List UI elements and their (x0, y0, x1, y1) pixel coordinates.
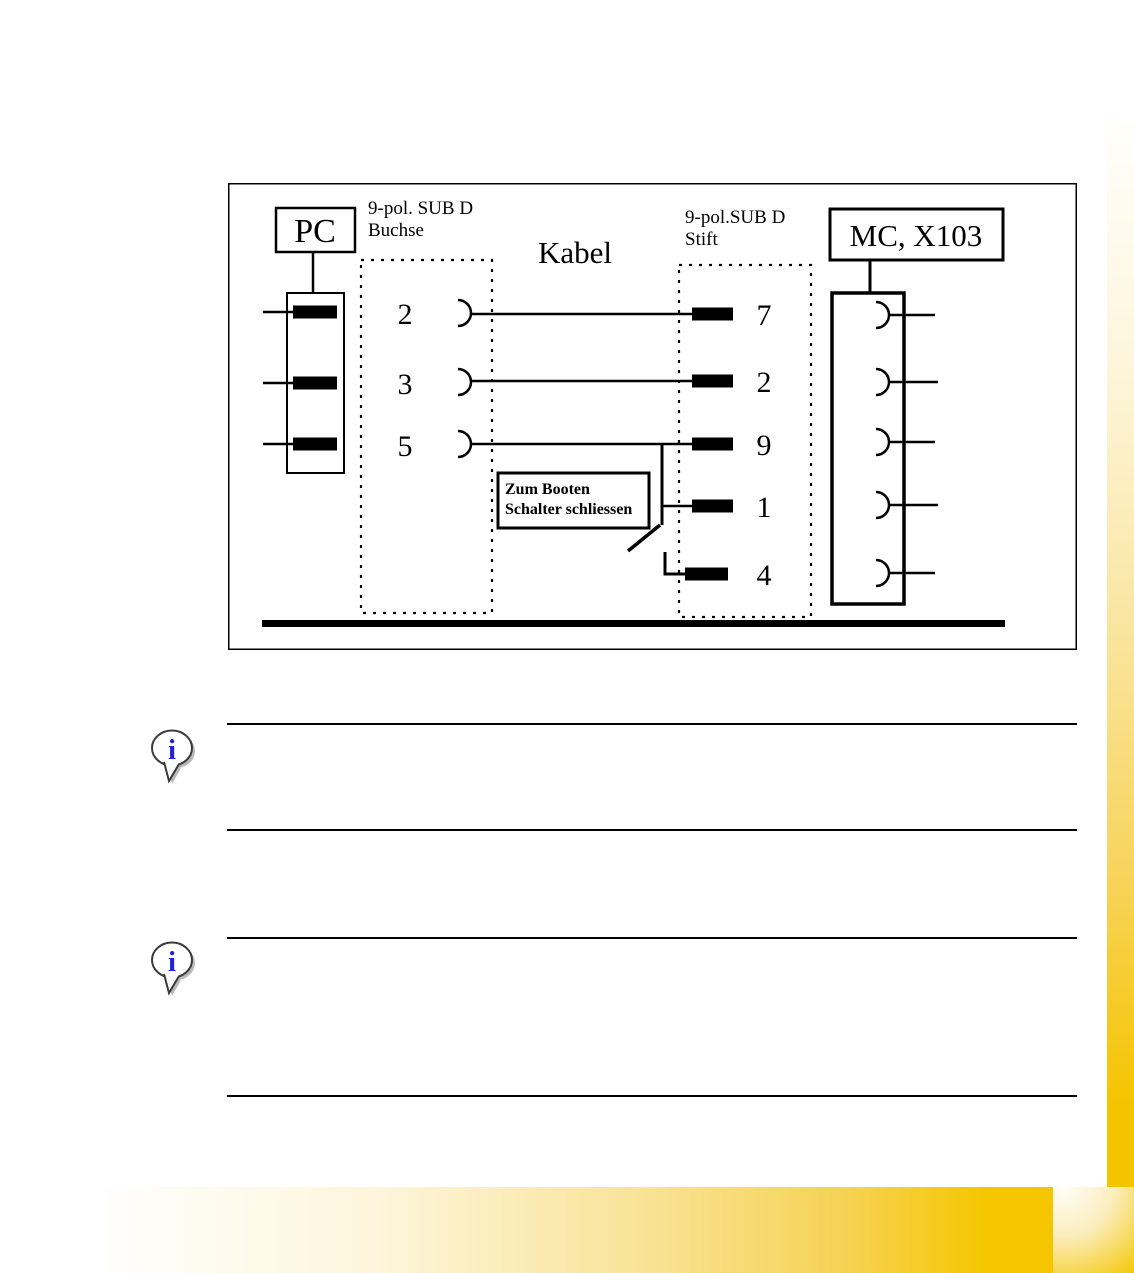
pin-contact (293, 438, 337, 451)
switch-note-line1: Zum Booten (505, 481, 590, 498)
stift-label-line1: 9-pol.SUB D (685, 207, 786, 228)
figure-frame (229, 184, 1077, 650)
pin-contact (685, 568, 728, 581)
pc-connector-stubs (263, 312, 294, 444)
stift-pin-contacts (685, 308, 733, 581)
svg-text:3: 3 (397, 368, 413, 401)
pin-contact (293, 306, 337, 319)
left-socket-symbols (458, 300, 471, 457)
mc-label: MC, X103 (849, 218, 983, 253)
pin4-elbow (665, 552, 685, 574)
horizontal-rule (227, 1095, 1077, 1097)
cable-wires (471, 314, 692, 444)
shield-bar (262, 620, 1005, 627)
horizontal-rule (227, 723, 1077, 725)
stift-label-line2: Stift (685, 229, 718, 250)
footer-gradient-band (106, 1187, 1053, 1273)
pin-contact (692, 375, 733, 388)
mc-connector-body (832, 293, 904, 604)
info-icon (150, 940, 198, 998)
pin-contact (293, 377, 337, 390)
svg-text:5: 5 (397, 430, 413, 463)
horizontal-rule (227, 937, 1077, 939)
info-icon (150, 728, 198, 786)
info-glyph: i (167, 734, 177, 766)
mc-socket-symbols (876, 302, 938, 586)
cable-label: Kabel (537, 235, 613, 270)
pc-label: PC (294, 213, 336, 250)
buchse-label-line2: Buchse (368, 220, 424, 241)
svg-text:4: 4 (756, 559, 772, 592)
svg-text:1: 1 (756, 491, 772, 524)
pin-contact (692, 308, 733, 321)
wiring-diagram (228, 183, 1077, 650)
svg-text:2: 2 (397, 298, 413, 331)
pin-contact (692, 500, 733, 513)
right-edge-gradient (1107, 123, 1134, 1187)
horizontal-rule (227, 829, 1077, 831)
switch-note-line2: Schalter schliessen (505, 501, 633, 518)
buchse-label-line1: 9-pol. SUB D (368, 198, 474, 219)
svg-text:2: 2 (756, 366, 772, 399)
pc-connector-contacts (293, 306, 337, 451)
svg-text:9: 9 (756, 429, 772, 462)
footer-corner-gradient (1053, 1187, 1134, 1273)
right-pin-numbers (757, 299, 772, 592)
svg-text:7: 7 (756, 299, 772, 332)
pin-contact (692, 438, 733, 451)
left-pin-numbers (398, 298, 413, 463)
info-glyph: i (167, 946, 177, 978)
